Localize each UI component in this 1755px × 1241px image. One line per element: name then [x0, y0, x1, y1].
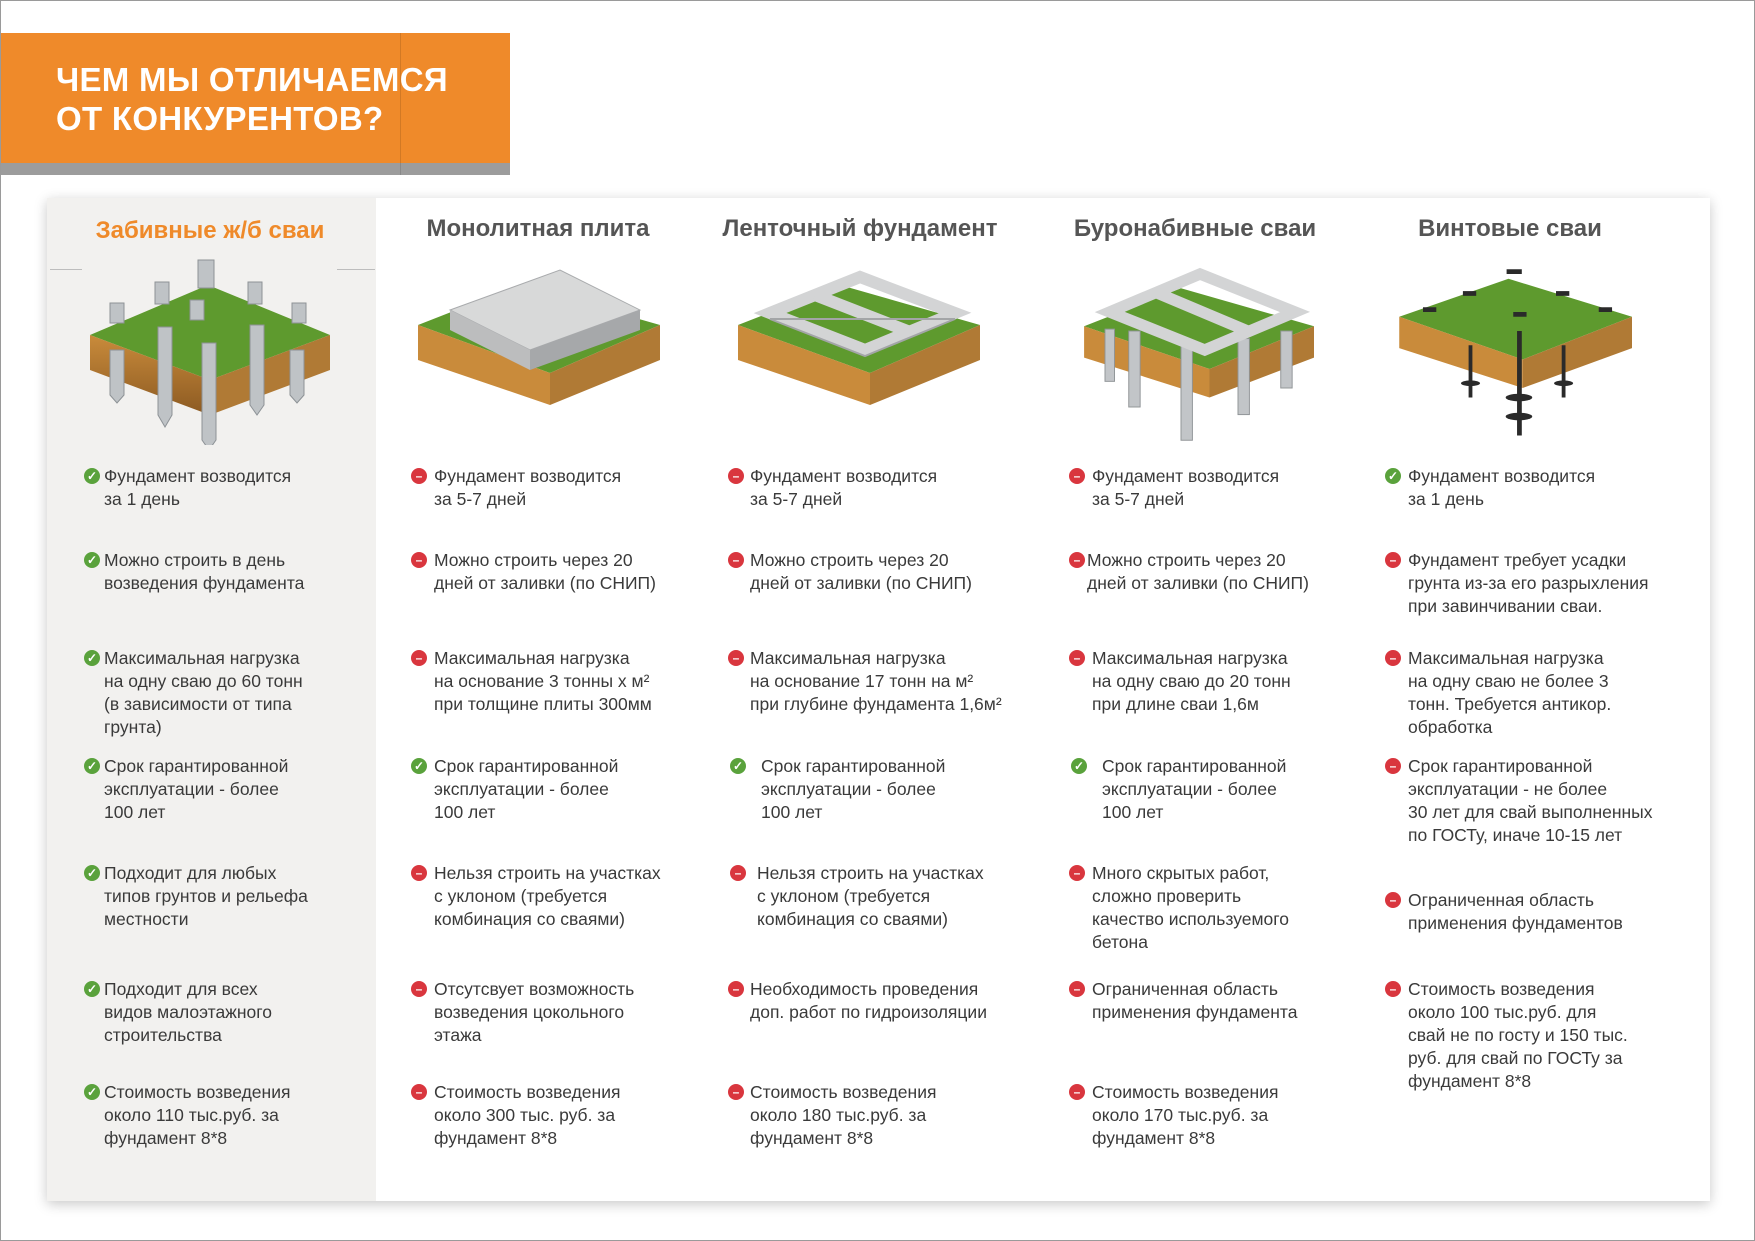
- list-item: [1069, 1081, 1278, 1150]
- check-icon: ✓: [84, 650, 100, 666]
- item-text: на одну сваю до 20 тонн: [1092, 671, 1291, 691]
- list-item: [1069, 549, 1309, 595]
- item-text: Срок гарантированной: [104, 756, 289, 776]
- list-item: [1385, 465, 1595, 511]
- list-item: [1385, 647, 1611, 739]
- minus-icon: –: [411, 650, 427, 666]
- item-text: Максимальная нагрузка: [1092, 648, 1288, 668]
- list-item: [1385, 978, 1628, 1093]
- item-text: Стоимость возведения: [104, 1082, 291, 1102]
- page-title: [56, 60, 448, 138]
- list-item: [1385, 549, 1649, 618]
- item-text: Фундамент возводится: [1092, 466, 1280, 486]
- item-text: при толщине плиты 300мм: [434, 694, 652, 714]
- item-text: фундамент 8*8: [434, 1128, 558, 1148]
- item-text: свай не по госту и 150 тыс.: [1408, 1025, 1628, 1045]
- item-text: фундамент 8*8: [750, 1128, 874, 1148]
- item-text: Ограниченная область: [1408, 890, 1594, 910]
- item-text: Стоимость возведения: [1408, 979, 1595, 999]
- item-text: фундамент 8*8: [1092, 1128, 1216, 1148]
- item-text: 100 лет: [1102, 802, 1164, 822]
- column-title-monolithic-slab: Монолитная плита: [426, 215, 650, 242]
- item-text: Стоимость возведения: [750, 1082, 937, 1102]
- list-item: [1069, 978, 1297, 1024]
- item-text: Можно строить через 20: [750, 550, 949, 570]
- check-icon: ✓: [1385, 468, 1401, 484]
- item-text: эксплуатации - не более: [1408, 779, 1608, 799]
- column-title-bored-piles: Буронабивные сваи: [1073, 215, 1317, 242]
- item-text: Фундамент возводится: [104, 466, 292, 486]
- item-text: около 110 тыс.руб. за: [104, 1105, 279, 1125]
- list-item: [728, 862, 984, 931]
- item-text: Срок гарантированной: [761, 756, 946, 776]
- item-text: Срок гарантированной: [1408, 756, 1593, 776]
- minus-icon: –: [1069, 650, 1085, 666]
- item-text: фундамент 8*8: [104, 1128, 228, 1148]
- item-text: строительства: [104, 1025, 222, 1045]
- title-underline-left: [50, 269, 82, 270]
- item-text: эксплуатации - более: [1102, 779, 1277, 799]
- list-item: [411, 978, 634, 1047]
- item-text: Можно строить через 20: [434, 550, 633, 570]
- list-item: [411, 755, 618, 824]
- item-text: этажа: [434, 1025, 482, 1045]
- list-item: [411, 1081, 620, 1150]
- item-text: типов грунтов и рельефа: [104, 886, 308, 906]
- list-item: [1069, 862, 1289, 954]
- item-text: за 1 день: [1408, 489, 1484, 509]
- list-item: [411, 862, 661, 931]
- minus-icon: –: [1069, 1084, 1085, 1100]
- list-item: [411, 647, 652, 716]
- list-item: [84, 465, 291, 511]
- item-text: за 5-7 дней: [750, 489, 843, 509]
- column-title-driven-piles: Забивные ж/б сваи: [95, 217, 325, 244]
- item-text: обработка: [1408, 717, 1493, 737]
- list-item: [728, 1081, 936, 1150]
- item-text: сложно проверить: [1092, 886, 1242, 906]
- list-item: [728, 465, 937, 511]
- minus-icon: –: [411, 468, 427, 484]
- item-text: на одну сваю до 60 тонн: [104, 671, 303, 691]
- item-text: (в зависимости от типа: [104, 694, 292, 714]
- item-text: около 170 тыс.руб. за: [1092, 1105, 1269, 1125]
- item-text: при глубине фундамента 1,6м²: [750, 694, 1002, 714]
- item-text: качество используемого: [1092, 909, 1289, 929]
- item-text: Подходит для всех: [104, 979, 258, 999]
- list-item: [1069, 647, 1291, 716]
- item-text: Фундамент возводится: [750, 466, 938, 486]
- item-text: Ограниченная область: [1092, 979, 1278, 999]
- check-icon: ✓: [84, 468, 100, 484]
- item-text: эксплуатации - более: [761, 779, 936, 799]
- item-text: комбинация со сваями): [434, 909, 625, 929]
- item-text: Фундамент возводится: [434, 466, 622, 486]
- item-text: Максимальная нагрузка: [750, 648, 946, 668]
- item-text: применения фундамента: [1092, 1002, 1298, 1022]
- check-icon: ✓: [84, 552, 100, 568]
- check-icon: ✓: [84, 758, 100, 774]
- item-text: Нельзя строить на участках: [757, 863, 984, 883]
- minus-icon: –: [728, 650, 744, 666]
- list-item: [728, 549, 972, 595]
- list-item: [411, 465, 621, 511]
- item-text: 100 лет: [761, 802, 823, 822]
- minus-icon: –: [728, 1084, 744, 1100]
- list-item: [84, 862, 308, 931]
- list-item: [728, 755, 945, 824]
- driven-piles-icon: [80, 255, 340, 445]
- screw-piles-icon: [1388, 255, 1648, 445]
- item-text: за 5-7 дней: [1092, 489, 1185, 509]
- list-item: [1385, 889, 1623, 935]
- minus-icon: –: [728, 552, 744, 568]
- check-icon: ✓: [1071, 758, 1087, 774]
- list-item: [1069, 755, 1286, 824]
- item-text: Можно строить через 20: [1087, 550, 1286, 570]
- item-text: на основание 3 тонны х м²: [434, 671, 650, 691]
- item-text: Стоимость возведения: [1092, 1082, 1279, 1102]
- item-text: Необходимость проведения: [750, 979, 979, 999]
- item-text: эксплуатации - более: [104, 779, 279, 799]
- item-text: по ГОСТу, иначе 10-15 лет: [1408, 825, 1623, 845]
- item-text: около 300 тыс. руб. за: [434, 1105, 616, 1125]
- item-text: Фундамент требует усадки: [1408, 550, 1627, 570]
- item-text: видов малоэтажного: [104, 1002, 273, 1022]
- minus-icon: –: [1069, 552, 1085, 568]
- item-text: Подходит для любых: [104, 863, 277, 883]
- item-text: Нельзя строить на участках: [434, 863, 661, 883]
- page-title-line-1: ЧЕМ МЫ ОТЛИЧАЕМСЯ: [56, 61, 448, 98]
- item-text: Фундамент возводится: [1408, 466, 1596, 486]
- minus-icon: –: [728, 468, 744, 484]
- item-text: Максимальная нагрузка: [104, 648, 300, 668]
- item-text: дней от заливки (по СНИП): [434, 573, 656, 593]
- minus-icon: –: [411, 1084, 427, 1100]
- item-text: дней от заливки (по СНИП): [750, 573, 972, 593]
- item-text: около 180 тыс.руб. за: [750, 1105, 927, 1125]
- item-text: Можно строить в день: [104, 550, 286, 570]
- minus-icon: –: [1385, 981, 1401, 997]
- bored-piles-icon: [1070, 255, 1330, 445]
- monolithic-slab-icon: [410, 255, 670, 445]
- column-title-screw-piles: Винтовые сваи: [1418, 215, 1602, 242]
- item-text: эксплуатации - более: [434, 779, 609, 799]
- strip-foundation-icon: [730, 255, 990, 445]
- minus-icon: –: [1069, 468, 1085, 484]
- item-text: с уклоном (требуется: [757, 886, 931, 906]
- check-icon: ✓: [84, 865, 100, 881]
- item-text: за 5-7 дней: [434, 489, 527, 509]
- minus-icon: –: [411, 865, 427, 881]
- page-title-line-2: ОТ КОНКУРЕНТОВ?: [56, 100, 384, 137]
- item-text: Максимальная нагрузка: [434, 648, 630, 668]
- minus-icon: –: [728, 981, 744, 997]
- item-text: дней от заливки (по СНИП): [1087, 573, 1309, 593]
- minus-icon: –: [1069, 865, 1085, 881]
- item-text: при завинчивании сваи.: [1408, 596, 1603, 616]
- minus-icon: –: [730, 865, 746, 881]
- item-text: фундамент 8*8: [1408, 1071, 1532, 1091]
- item-text: руб. для свай по ГОСТу за: [1408, 1048, 1623, 1068]
- list-item: [84, 755, 288, 824]
- item-text: на основание 17 тонн на м²: [750, 671, 974, 691]
- minus-icon: –: [1385, 758, 1401, 774]
- item-text: тонн. Требуется антикор.: [1408, 694, 1612, 714]
- minus-icon: –: [1069, 981, 1085, 997]
- item-text: Срок гарантированной: [1102, 756, 1287, 776]
- item-text: комбинация со сваями): [757, 909, 948, 929]
- minus-icon: –: [1385, 552, 1401, 568]
- item-text: 30 лет для свай выполненных: [1408, 802, 1653, 822]
- item-text: возведения фундамента: [104, 573, 305, 593]
- item-text: за 1 день: [104, 489, 180, 509]
- minus-icon: –: [1385, 650, 1401, 666]
- item-text: на одну сваю не более 3: [1408, 671, 1609, 691]
- list-item: [84, 978, 272, 1047]
- item-text: 100 лет: [104, 802, 166, 822]
- minus-icon: –: [1385, 892, 1401, 908]
- item-text: Стоимость возведения: [434, 1082, 621, 1102]
- item-text: применения фундаментов: [1408, 913, 1623, 933]
- title-banner-shadow: [1, 163, 510, 175]
- check-icon: ✓: [411, 758, 427, 774]
- list-item: [1385, 755, 1653, 847]
- minus-icon: –: [411, 981, 427, 997]
- item-text: местности: [104, 909, 189, 929]
- column-title-strip-foundation: Ленточный фундамент: [722, 215, 998, 242]
- list-item: [728, 647, 1002, 716]
- item-text: 100 лет: [434, 802, 496, 822]
- item-text: с уклоном (требуется: [434, 886, 608, 906]
- list-item: [411, 549, 656, 595]
- item-text: около 100 тыс.руб. для: [1408, 1002, 1597, 1022]
- title-underline-right: [337, 269, 375, 270]
- check-icon: ✓: [84, 981, 100, 997]
- item-text: бетона: [1092, 932, 1148, 952]
- list-item: [84, 549, 304, 595]
- check-icon: ✓: [730, 758, 746, 774]
- item-text: Максимальная нагрузка: [1408, 648, 1604, 668]
- check-icon: ✓: [84, 1084, 100, 1100]
- minus-icon: –: [411, 552, 427, 568]
- item-text: Отсутсвует возможность: [434, 979, 635, 999]
- item-text: Срок гарантированной: [434, 756, 619, 776]
- list-item: [84, 1081, 290, 1150]
- item-text: возведения цокольного: [434, 1002, 625, 1022]
- item-text: при длине сваи 1,6м: [1092, 694, 1259, 714]
- list-item: [84, 647, 303, 739]
- list-item: [1069, 465, 1279, 511]
- item-text: Много скрытых работ,: [1092, 863, 1270, 883]
- item-text: грунта из-за его разрыхления: [1408, 573, 1649, 593]
- item-text: доп. работ по гидроизоляции: [750, 1002, 987, 1022]
- item-text: грунта): [104, 717, 162, 737]
- list-item: [728, 978, 987, 1024]
